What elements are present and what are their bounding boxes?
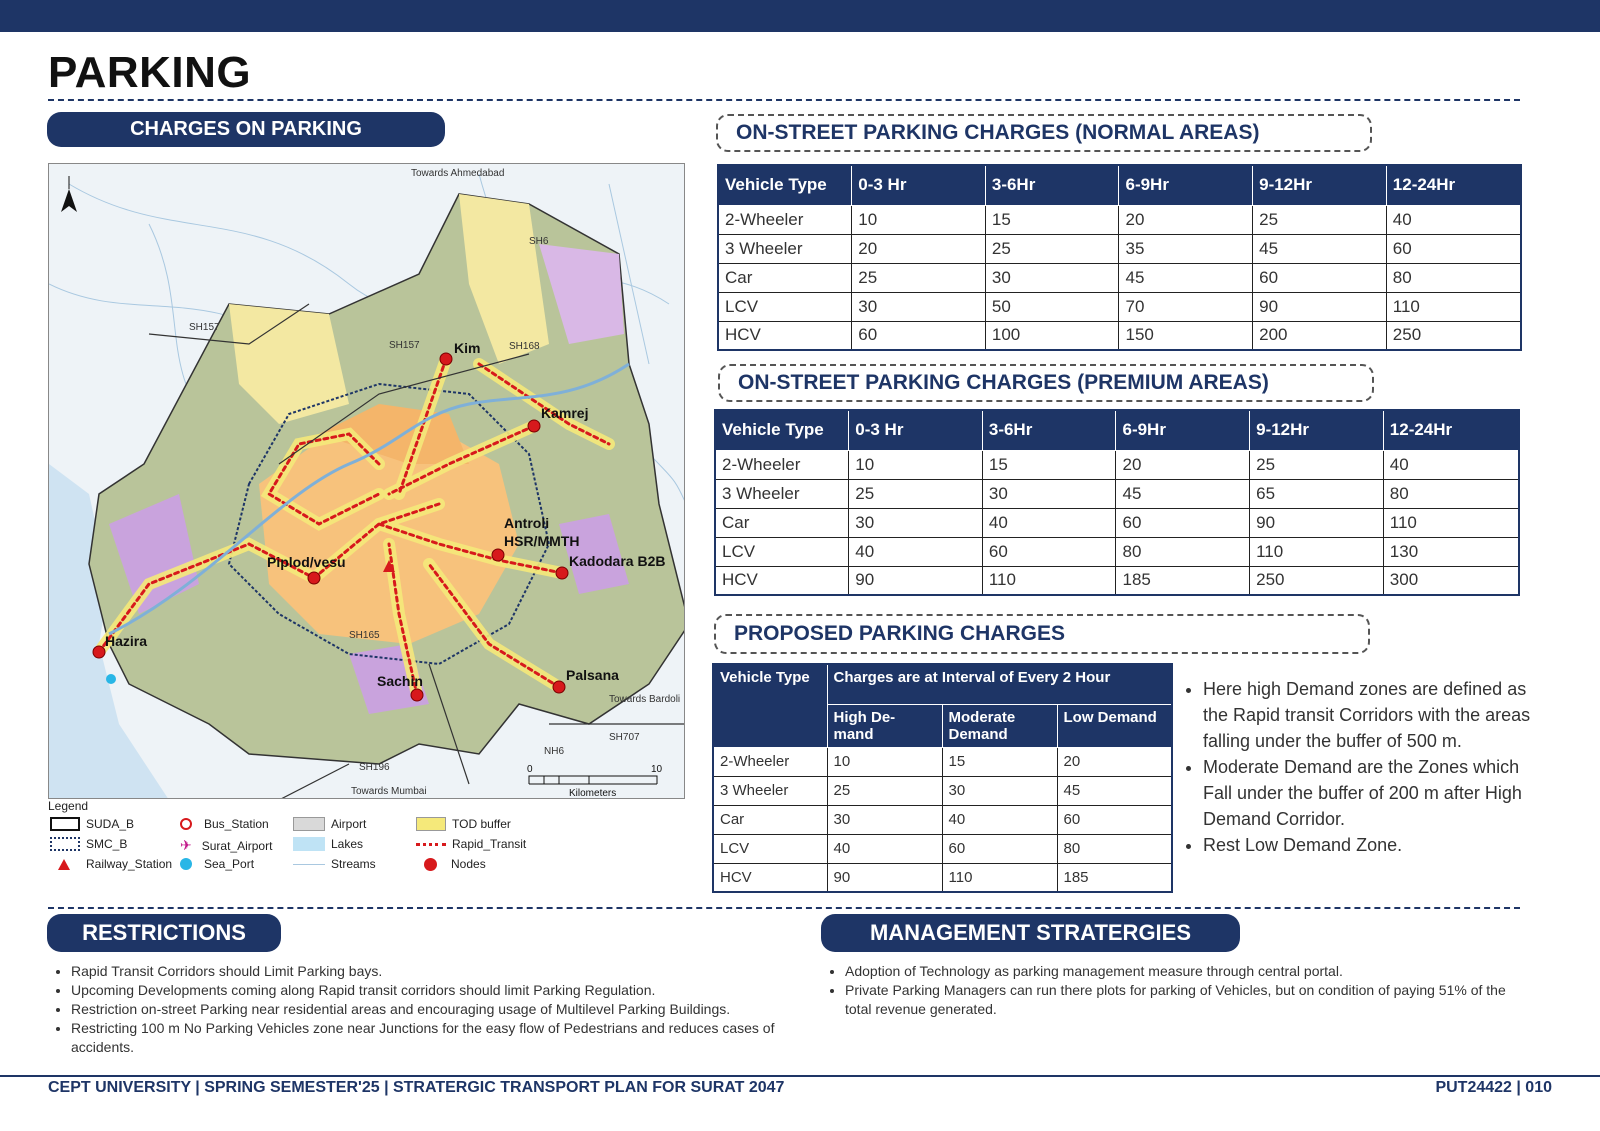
table-cell: 10 [852, 205, 986, 234]
col-header-interval: Charges are at Interval of Every 2 Hour [827, 664, 1172, 704]
normal-charges-table [717, 164, 1522, 351]
road-label-6: SH707 [609, 732, 640, 743]
list-item: • Moderate Demand are the Zones which Fall under the buffer of 200 m after High Demand Corridor. [1203, 754, 1545, 832]
railway-icon [58, 859, 70, 870]
road-label-8: SH6 [529, 236, 549, 247]
table-row [713, 776, 1172, 805]
normal-table-title: ON-STREET PARKING CHARGES (NORMAL AREAS) [736, 121, 1260, 144]
road-label-2: SH157 [389, 340, 420, 351]
table-cell: 30 [942, 776, 1057, 805]
table-cell: 60 [1253, 263, 1387, 292]
table-cell: 40 [942, 805, 1057, 834]
label-towards-bardoli: Towards Bardoli [609, 694, 681, 705]
charges-section-text: CHARGES ON PARKING [130, 118, 362, 140]
map-legend [48, 799, 568, 879]
table-header-row [715, 410, 1519, 450]
col-header: 9-12Hr [1253, 165, 1387, 205]
table-row [715, 537, 1519, 566]
table-cell: 40 [982, 508, 1116, 537]
col-header: 6-9Hr [1116, 410, 1250, 450]
table-cell: 80 [1116, 537, 1250, 566]
table-cell: 10 [849, 450, 983, 479]
table-cell: 15 [985, 205, 1119, 234]
table-cell: 45 [1253, 234, 1387, 263]
legend-airport-marker: ✈ Surat_Airport [180, 837, 273, 853]
table-cell: Car [713, 805, 827, 834]
scale-start: 0 [527, 764, 533, 775]
node-kim [440, 353, 452, 365]
table-row [718, 205, 1521, 234]
table-cell: 3 Wheeler [713, 776, 827, 805]
table-cell: 45 [1116, 479, 1250, 508]
restrictions-list [47, 962, 807, 1057]
road-label-7: NH6 [544, 746, 565, 757]
col-header: 9-12Hr [1250, 410, 1384, 450]
table-row [713, 747, 1172, 776]
footer-left: CEPT UNIVERSITY | SPRING SEMESTER'25 | STRATERGIC TRANSPORT PLAN FOR SURAT 2047 [48, 1079, 785, 1096]
table-row [713, 805, 1172, 834]
list-item: • Here high Demand zones are defined as the Rapid transit Corridors with the areas falling under the buffer of 500 m. [1203, 676, 1545, 754]
table-cell: 60 [1057, 805, 1172, 834]
table-cell: 65 [1250, 479, 1384, 508]
management-list [821, 962, 1511, 1019]
col-header: 12-24Hr [1383, 410, 1519, 450]
table-cell: 25 [1253, 205, 1387, 234]
table-cell: 25 [1250, 450, 1384, 479]
table-row [713, 834, 1172, 863]
management-title: MANAGEMENT STRATERGIES [869, 920, 1192, 945]
table-header-row [713, 664, 1172, 704]
proposed-table-title: PROPOSED PARKING CHARGES [734, 622, 1065, 645]
table-cell: 90 [1253, 292, 1387, 321]
bus-station-icon [180, 818, 192, 830]
col-header: 0-3 Hr [852, 165, 986, 205]
sea-port-icon [180, 858, 192, 870]
table-cell: 20 [1057, 747, 1172, 776]
label-kamrej: Kamrej [541, 405, 589, 421]
list-item: • Rest Low Demand Zone. [1203, 832, 1545, 858]
list-item: • Private Parking Managers can run there plots for parking of Vehicles, but on condition of paying 51% of the total revenue generated. [845, 981, 1511, 1019]
table-cell: 10 [827, 747, 942, 776]
table-cell: 40 [1383, 450, 1519, 479]
table-cell: HCV [715, 566, 849, 595]
charges-section-label [47, 112, 445, 147]
col-header-low: Low Demand [1057, 704, 1172, 747]
proposed-charges-table [712, 663, 1173, 893]
list-item: • Restricting 100 m No Parking Vehicles zone near Junctions for the easy flow of Pedestrians and reduces cases of accidents. [71, 1019, 807, 1057]
node-piplod [308, 572, 320, 584]
list-item: • Rapid Transit Corridors should Limit Parking bays. [71, 962, 807, 981]
proposed-table-title-box [714, 614, 1370, 654]
label-towards-ahmedabad: Towards Ahmedabad [411, 168, 505, 179]
table-cell: 2-Wheeler [715, 450, 849, 479]
table-cell: 80 [1386, 263, 1521, 292]
table-cell: 80 [1383, 479, 1519, 508]
table-row [718, 321, 1521, 350]
table-cell: 70 [1119, 292, 1253, 321]
node-icon [424, 858, 437, 871]
section-divider [48, 907, 1520, 909]
table-cell: 90 [849, 566, 983, 595]
table-cell: 80 [1057, 834, 1172, 863]
normal-table-title-box [716, 114, 1372, 152]
list-item: • Restriction on-street Parking near residential areas and encouraging usage of Multilevel Parking Buildings. [71, 1000, 807, 1019]
table-row [715, 479, 1519, 508]
table-cell: LCV [718, 292, 852, 321]
table-cell: 15 [942, 747, 1057, 776]
table-cell: 3 Wheeler [718, 234, 852, 263]
table-cell: 30 [849, 508, 983, 537]
table-row [718, 234, 1521, 263]
legend-smc: SMC_B [50, 837, 127, 851]
table-cell: 40 [1386, 205, 1521, 234]
table-cell: 50 [985, 292, 1119, 321]
legend-railway: Railway_Station [58, 857, 172, 871]
premium-table-title: ON-STREET PARKING CHARGES (PREMIUM AREAS) [738, 371, 1269, 394]
table-cell: 20 [1116, 450, 1250, 479]
page-title: PARKING [48, 48, 252, 97]
table-cell: Car [718, 263, 852, 292]
road-label-5: SH196 [359, 762, 390, 773]
table-cell: LCV [713, 834, 827, 863]
road-label-4: SH165 [349, 630, 380, 641]
table-cell: 60 [852, 321, 986, 350]
table-cell: 60 [1116, 508, 1250, 537]
node-kadodara [556, 567, 568, 579]
table-cell: 250 [1386, 321, 1521, 350]
col-header-vehicle: Vehicle Type [713, 664, 827, 747]
table-cell: 30 [827, 805, 942, 834]
table-cell: 20 [1119, 205, 1253, 234]
node-kamrej [528, 420, 540, 432]
airport-icon: ✈ [180, 837, 192, 853]
list-item: • Upcoming Developments coming along Rapid transit corridors should limit Parking Regulation. [71, 981, 807, 1000]
legend-airport: Airport [293, 817, 366, 831]
table-cell: 90 [1250, 508, 1384, 537]
table-cell: 25 [827, 776, 942, 805]
table-row [718, 263, 1521, 292]
label-piplod: Piplod/vesu [267, 554, 346, 570]
scale-end: 10 [651, 764, 663, 775]
road-label-1: SH157 [189, 322, 220, 333]
label-towards-mumbai: Towards Mumbai [351, 786, 427, 797]
col-header: 6-9Hr [1119, 165, 1253, 205]
footer-right: PUT24422 | 010 [1435, 1079, 1552, 1096]
table-cell: 110 [1250, 537, 1384, 566]
table-cell: 250 [1250, 566, 1384, 595]
table-cell: 30 [852, 292, 986, 321]
restrictions-label [47, 914, 281, 952]
table-cell: 90 [827, 863, 942, 892]
table-cell: 30 [985, 263, 1119, 292]
premium-charges-table [714, 409, 1520, 596]
node-antroli [492, 549, 504, 561]
table-row [715, 566, 1519, 595]
table-cell: 45 [1119, 263, 1253, 292]
col-header: 12-24Hr [1386, 165, 1521, 205]
table-cell: LCV [715, 537, 849, 566]
demand-notes [1185, 676, 1545, 858]
table-cell: Car [715, 508, 849, 537]
road-label-3: SH168 [509, 341, 540, 352]
scale-unit: Kilometers [569, 788, 617, 799]
legend-nodes: Nodes [424, 857, 486, 871]
node-hazira [93, 646, 105, 658]
label-kadodara: Kadodara B2B [569, 553, 666, 569]
table-cell: 200 [1253, 321, 1387, 350]
title-divider [48, 99, 1520, 101]
table-cell: 130 [1383, 537, 1519, 566]
management-label [821, 914, 1240, 952]
table-cell: 110 [1383, 508, 1519, 537]
premium-table-title-box [718, 364, 1374, 402]
label-sachin: Sachin [377, 673, 423, 689]
top-bar [0, 0, 1600, 32]
table-cell: 110 [982, 566, 1116, 595]
table-cell: 150 [1119, 321, 1253, 350]
sea-port-marker [106, 674, 116, 684]
legend-lakes: Lakes [293, 837, 363, 851]
table-cell: 15 [982, 450, 1116, 479]
table-cell: 110 [942, 863, 1057, 892]
col-header-moderate: Moderate Demand [942, 704, 1057, 747]
table-cell: 45 [1057, 776, 1172, 805]
label-kim: Kim [454, 340, 481, 356]
col-header: 0-3 Hr [849, 410, 983, 450]
legend-seaport: Sea_Port [180, 857, 254, 871]
table-cell: 110 [1386, 292, 1521, 321]
legend-title: Legend [48, 799, 89, 813]
table-cell: 25 [852, 263, 986, 292]
table-cell: 25 [985, 234, 1119, 263]
legend-suda: SUDA_B [50, 817, 134, 831]
table-cell: 30 [982, 479, 1116, 508]
table-cell: 2-Wheeler [718, 205, 852, 234]
legend-bus: Bus_Station [180, 817, 269, 831]
col-header: 3-6Hr [985, 165, 1119, 205]
table-cell: HCV [718, 321, 852, 350]
map-graphic [49, 164, 685, 799]
table-row [715, 508, 1519, 537]
list-item: • Adoption of Technology as parking management measure through central portal. [845, 962, 1511, 981]
table-cell: 20 [852, 234, 986, 263]
legend-rapid-transit: Rapid_Transit [416, 837, 526, 851]
table-cell: 40 [827, 834, 942, 863]
table-row [715, 450, 1519, 479]
label-antroli-1: Antroli [504, 515, 550, 531]
table-cell: 25 [849, 479, 983, 508]
node-sachin [411, 689, 423, 701]
node-palsana [553, 681, 565, 693]
table-cell: 40 [849, 537, 983, 566]
table-cell: 3 Wheeler [715, 479, 849, 508]
legend-tod: TOD buffer [416, 817, 511, 831]
restrictions-title: RESTRICTIONS [82, 920, 246, 945]
table-row [718, 292, 1521, 321]
table-cell: 35 [1119, 234, 1253, 263]
table-cell: 60 [982, 537, 1116, 566]
table-cell: 60 [942, 834, 1057, 863]
table-cell: 2-Wheeler [713, 747, 827, 776]
table-cell: 60 [1386, 234, 1521, 263]
col-header: 3-6Hr [982, 410, 1116, 450]
table-row [713, 863, 1172, 892]
label-antroli-2: HSR/MMTH [504, 533, 580, 549]
label-palsana: Palsana [566, 667, 619, 683]
table-header-row [718, 165, 1521, 205]
label-hazira: Hazira [105, 633, 148, 649]
surat-map [48, 163, 685, 799]
legend-streams: Streams [293, 857, 376, 871]
table-cell: 185 [1116, 566, 1250, 595]
col-header: Vehicle Type [718, 165, 852, 205]
footer-divider [0, 1075, 1600, 1077]
table-cell: HCV [713, 863, 827, 892]
table-cell: 300 [1383, 566, 1519, 595]
col-header-high: High De- mand [827, 704, 942, 747]
col-header: Vehicle Type [715, 410, 849, 450]
table-cell: 185 [1057, 863, 1172, 892]
table-cell: 100 [985, 321, 1119, 350]
